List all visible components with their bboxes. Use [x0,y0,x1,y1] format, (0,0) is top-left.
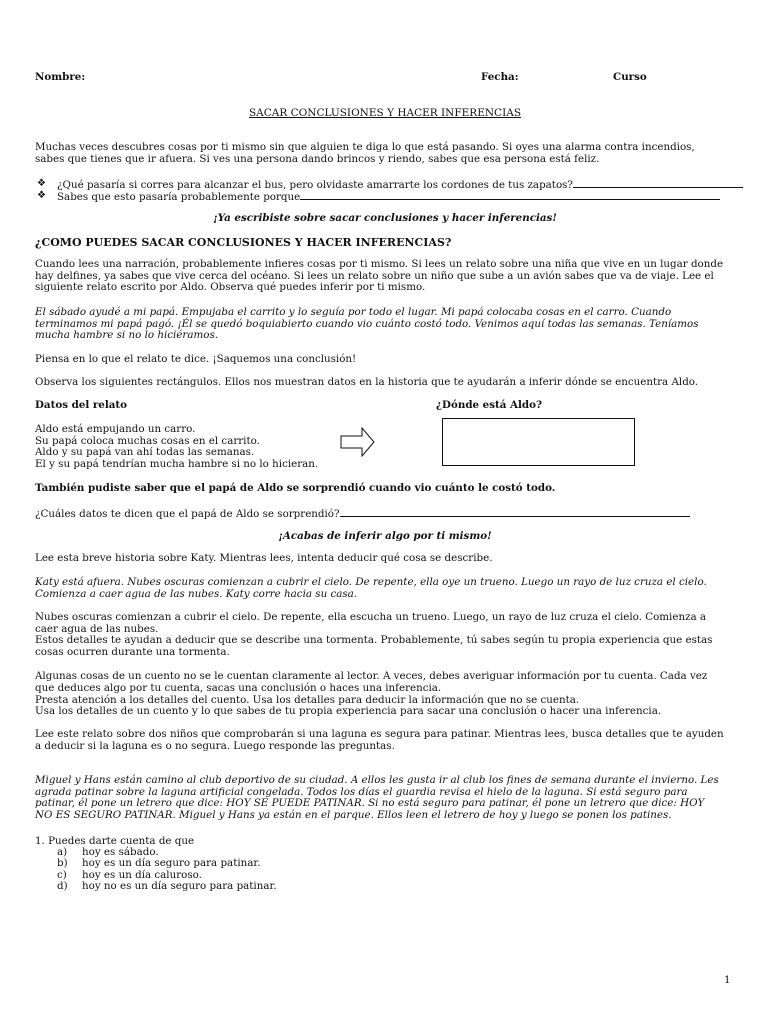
option-d[interactable]: hoy no es un día seguro para patinar. [82,880,277,892]
narration-intro: Cuando lees una narración, probablemente infieres cosas por ti mismo. Si lees un relato sobre una niña que vive en un lugar donde hay delfines, ya sabes que vive cerca del océano. Si lees un relato sobre un niño que sube a un avión sabes que va de viaje. Lee el siguiente relato escrito por Aldo. Observa qué puedes inferir por ti mismo. [35,258,724,293]
answer-line[interactable] [340,507,690,517]
inference-explanation: Algunas cosas de un cuento no se le cuentan claramente al lector. A veces, debes averiguar información por tu cuenta. Cada vez que deduces algo por tu cuenta, sacas una conclusión o haces una inferencia. [35,670,708,694]
already-wrote-note: ¡Ya escribiste sobre sacar conclusiones y hacer inferencias! [213,212,557,224]
lagoon-intro: Lee este relato sobre dos niños que comprobarán si una laguna es segura para patinar. Mientras lees, busca detalles que te ayuden a deducir si la laguna es o no segura. Luego responde las preguntas. [35,728,724,752]
katy-intro: Lee esta breve historia sobre Katy. Mientras lees, intenta deducir qué cosa se describe. [35,552,493,564]
katy-story: Katy está afuera. Nubes oscuras comienzan a cubrir el cielo. De repente, ella oye un trueno. Luego un rayo de luz cruza el cielo. Comienza a caer agua de las nubes. Katy corre hacia su casa. [35,576,707,600]
bullet-text: ¿Qué pasaría si corres para alcanzar el bus, pero olvidaste amarrarte los cordones de tus zapatos? [57,179,573,191]
option-letter: c) [57,869,67,881]
option-a[interactable]: hoy es sábado. [82,846,159,858]
answer-line[interactable] [573,178,743,188]
answer-box[interactable] [442,418,635,466]
diamond-bullet-icon: ❖ [37,190,46,201]
inference-explanation: Presta atención a los detalles del cuento. Usa los detalles para deducir la información que no se cuenta. [35,694,580,706]
intro-paragraph: Muchas veces descubres cosas por ti mismo sin que alguien te diga lo que está pasando. Si oyes una alarma contra incendios, sabes que tienes que ir afuera. Si ves una persona dando brincos y riendo, sabes que esa persona está feliz. [35,141,695,165]
page-title: SACAR CONCLUSIONES Y HACER INFERENCIAS [248,107,522,119]
donde-heading: ¿Dónde está Aldo? [436,399,543,411]
which-data-question [35,507,690,521]
option-letter: b) [57,857,68,869]
option-letter: a) [57,846,68,858]
inference-explanation: Usa los detalles de un cuento y lo que sabes de tu propia experiencia para sacar una conclusión o hacer una inferencia. [35,705,662,717]
think-line: Piensa en lo que el relato te dice. ¡Saquemos una conclusión! [35,353,357,365]
page-number: 1 [724,974,731,986]
bullet-text: Sabes que esto pasaría probablemente porque [57,191,301,203]
lagoon-story: Miguel y Hans están camino al club deportivo de su ciudad. A ellos les gusta ir al club los fines de semana durante el invierno. Les agrada patinar sobre la laguna artificial congelada. Todos los días el guardia revisa el hielo de la laguna. Si está seguro para patinar, él pone un letrero que dice: HOY SE PUEDE PATINAR. Si no está seguro para patinar, él pone un letrero que dice: HOY NO ES SEGURO PATINAR. Miguel y Hans ya están en el parque. Ellos leen el letrero de hoy y luego se ponen los patines. [35,774,719,821]
option-c[interactable]: hoy es un día caluroso. [82,869,202,881]
bullet-question-2 [57,190,720,204]
fecha-label: Fecha: [481,71,519,83]
datos-heading: Datos del relato [35,399,128,411]
datos-line: El y su papá tendrían mucha hambre si no lo hicieran. [35,458,319,470]
inferred-note: ¡Acabas de inferir algo por ti mismo! [278,530,492,542]
option-b[interactable]: hoy es un día seguro para patinar. [82,857,261,869]
question-text: ¿Cuáles datos te dicen que el papá de Aldo se sorprendió? [35,508,340,520]
right-arrow-icon [340,427,376,457]
curso-label: Curso [613,71,647,83]
also-knew-line: También pudiste saber que el papá de Aldo se sorprendió cuando vio cuánto le costó todo. [35,482,556,494]
observe-line: Observa los siguientes rectángulos. Ellos nos muestran datos en la historia que te ayudarán a inferir dónde se encuentra Aldo. [35,376,699,388]
section-heading: ¿COMO PUEDES SACAR CONCLUSIONES Y HACER INFERENCIAS? [35,236,452,249]
question-1: 1. Puedes darte cuenta de que [35,835,195,847]
datos-line: Aldo está empujando un carro. [35,423,196,435]
datos-line: Su papá coloca muchas cosas en el carrito. [35,435,260,447]
option-letter: d) [57,880,68,892]
nombre-label: Nombre: [35,71,86,83]
answer-line[interactable] [300,190,720,200]
datos-line: Aldo y su papá van ahí todas las semanas. [35,446,255,458]
katy-paragraph-1: Nubes oscuras comienzan a cubrir el cielo. De repente, ella escucha un trueno. Luego, un rayo de luz cruza el cielo. Comienza a caer agua de las nubes. [35,611,707,635]
katy-paragraph-2: Estos detalles te ayudan a deducir que se describe una tormenta. Probablemente, tú sabes según tu propia experiencia que estas cosas ocurren durante una tormenta. [35,634,713,658]
aldo-story: El sábado ayudé a mi papá. Empujaba el carrito y lo seguía por todo el lugar. Mi papá colocaba cosas en el carro. Cuando terminamos mi papá pagó. ¡Él se quedó boquiabierto cuando vio cuánto costó todo. Venimos aquí todas las semanas. Teníamos mucha hambre si no lo hiciéramos. [35,306,699,341]
diamond-bullet-icon: ❖ [37,178,46,189]
